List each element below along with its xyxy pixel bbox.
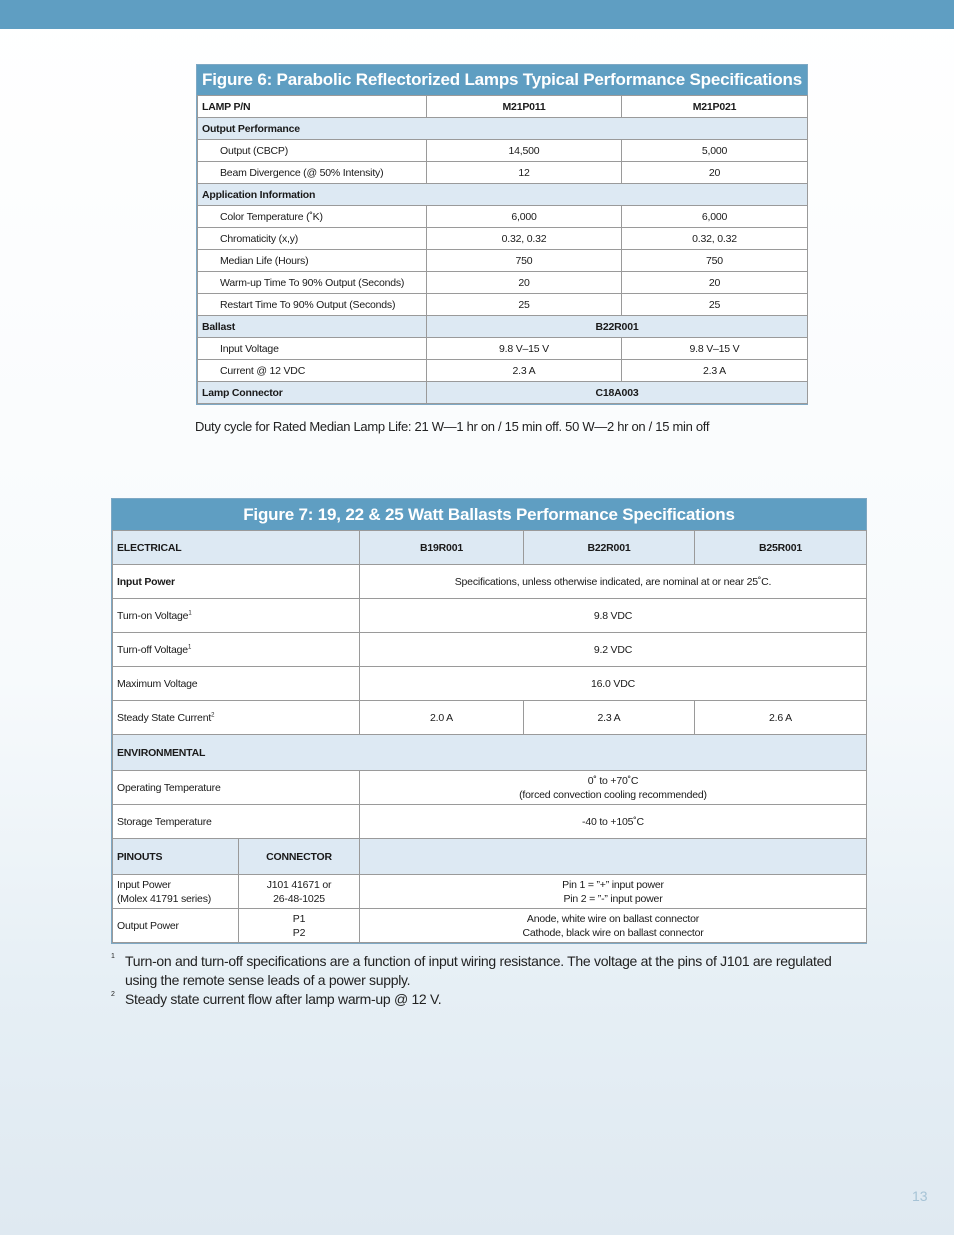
footnote-ref: 1 (188, 610, 192, 616)
section-label: ENVIRONMENTAL (113, 735, 867, 771)
section-row (113, 839, 867, 875)
row-label: Operating Temperature (113, 771, 360, 805)
row-label: Input Power (113, 565, 360, 599)
header-col: M21P011 (427, 96, 622, 118)
row-label: Storage Temperature (113, 805, 360, 839)
section-row (198, 382, 808, 404)
cell-value: J101 41671 or 26-48-1025 (239, 875, 360, 909)
footnote (111, 990, 856, 1009)
header-col: B25R001 (695, 531, 867, 565)
cell-value: 20 (622, 162, 808, 184)
row-label: Current @ 12 VDC (198, 360, 427, 382)
figure-6-title: Figure 6: Parabolic Reflectorized Lamps Typical Performance Specifications (197, 65, 807, 95)
row-label: Turn-on Voltage$^1$ (113, 599, 360, 633)
row-label: Input Voltage (198, 338, 427, 360)
duty-cycle-note: Duty cycle for Rated Median Lamp Life: 21 W—1 hr on / 15 min off. 50 W—2 hr on / 15 min off (195, 419, 710, 434)
section-label: CONNECTOR (239, 839, 360, 875)
cell-value: 20 (622, 272, 808, 294)
section-label: Lamp Connector (198, 382, 427, 404)
section-label: Application Information (198, 184, 808, 206)
cell-value: 9.8 VDC (360, 599, 867, 633)
section-label: PINOUTS (113, 839, 239, 875)
table-row (113, 667, 867, 701)
row-label: Color Temperature (˚K) (198, 206, 427, 228)
footnote-mark: 1 (111, 953, 115, 960)
cell-value: 2.6 A (695, 701, 867, 735)
table-row (113, 565, 867, 599)
table-row (198, 338, 808, 360)
row-label: Median Life (Hours) (198, 250, 427, 272)
cell-value: 9.8 V–15 V (622, 338, 808, 360)
cell-value: Specifications, unless otherwise indicated, are nominal at or near 25˚C. (360, 565, 867, 599)
footnotes (111, 952, 856, 1009)
row-label: Maximum Voltage (113, 667, 360, 701)
section-value: C18A003 (427, 382, 808, 404)
top-banner (0, 0, 954, 29)
table-row (113, 909, 867, 943)
cell-value: 14,500 (427, 140, 622, 162)
table-row (198, 250, 808, 272)
cell-value: 9.2 VDC (360, 633, 867, 667)
row-label: Output Power (113, 909, 239, 943)
section-row (198, 118, 808, 140)
row-label: Steady State Current$^2$ (113, 701, 360, 735)
cell-value: 9.8 V–15 V (427, 338, 622, 360)
table-row (113, 771, 867, 805)
row-label: Turn-off Voltage$^1$ (113, 633, 360, 667)
table-row (198, 294, 808, 316)
cell-value: 0.32, 0.32 (427, 228, 622, 250)
footnote-ref: 1 (187, 644, 192, 650)
table-row (113, 599, 867, 633)
table-row (198, 228, 808, 250)
table-row (113, 805, 867, 839)
cell-value: 2.3 A (427, 360, 622, 382)
cell-value: 2.3 A (622, 360, 808, 382)
footnote-ref: 2 (211, 712, 215, 718)
header-col: M21P021 (622, 96, 808, 118)
header-col: B19R001 (360, 531, 524, 565)
row-label: Output (CBCP) (198, 140, 427, 162)
cell-value: 25 (427, 294, 622, 316)
cell-value: 750 (622, 250, 808, 272)
figure-7-title: Figure 7: 19, 22 & 25 Watt Ballasts Performance Specifications (112, 499, 866, 530)
row-label: Restart Time To 90% Output (Seconds) (198, 294, 427, 316)
cell-value: 2.3 A (524, 701, 695, 735)
section-row (113, 735, 867, 771)
cell-value: 12 (427, 162, 622, 184)
cell-value: 16.0 VDC (360, 667, 867, 701)
table-row (198, 162, 808, 184)
cell-value: Anode, white wire on ballast connector Cathode, black wire on ballast connector (360, 909, 867, 943)
table-row (198, 206, 808, 228)
table-row (198, 140, 808, 162)
header-label: ELECTRICAL (113, 531, 360, 565)
table-row (198, 360, 808, 382)
cell-value: 0.32, 0.32 (622, 228, 808, 250)
table-row (113, 701, 867, 735)
page-number: 13 (912, 1188, 928, 1204)
row-label: Input Power (Molex 41791 series) (113, 875, 239, 909)
table-row (113, 633, 867, 667)
section-empty (360, 839, 867, 875)
row-label: Chromaticity (x,y) (198, 228, 427, 250)
footnote-text: Turn-on and turn-off specifications are a function of input wiring resistance. The voltage at the pins of J101 are regulated using the remote sense leads of a power supply. (125, 953, 832, 988)
cell-value: 5,000 (622, 140, 808, 162)
figure-6-table (196, 64, 808, 405)
table-header-row (113, 531, 867, 565)
row-label: Warm-up Time To 90% Output (Seconds) (198, 272, 427, 294)
section-label: Output Performance (198, 118, 808, 140)
cell-value: 6,000 (427, 206, 622, 228)
footnote (111, 952, 856, 990)
section-label: Ballast (198, 316, 427, 338)
cell-value: Pin 1 = ”+” input power Pin 2 = ”-” input power (360, 875, 867, 909)
cell-value: 20 (427, 272, 622, 294)
cell-value: -40 to +105˚C (360, 805, 867, 839)
section-row (198, 184, 808, 206)
figure-7-table (111, 498, 867, 944)
footnote-text: Steady state current flow after lamp warm-up @ 12 V. (125, 991, 442, 1007)
row-label: Beam Divergence (@ 50% Intensity) (198, 162, 427, 184)
header-col: B22R001 (524, 531, 695, 565)
cell-value: 750 (427, 250, 622, 272)
header-label: LAMP P/N (198, 96, 427, 118)
cell-value: 0˚ to +70˚C (forced convection cooling recommended) (360, 771, 867, 805)
table-header-row (198, 96, 808, 118)
cell-value: P1 P2 (239, 909, 360, 943)
section-value: B22R001 (427, 316, 808, 338)
cell-value: 6,000 (622, 206, 808, 228)
table-row (113, 875, 867, 909)
footnote-mark: 2 (111, 991, 115, 998)
section-row (198, 316, 808, 338)
table-row (198, 272, 808, 294)
cell-value: 2.0 A (360, 701, 524, 735)
cell-value: 25 (622, 294, 808, 316)
